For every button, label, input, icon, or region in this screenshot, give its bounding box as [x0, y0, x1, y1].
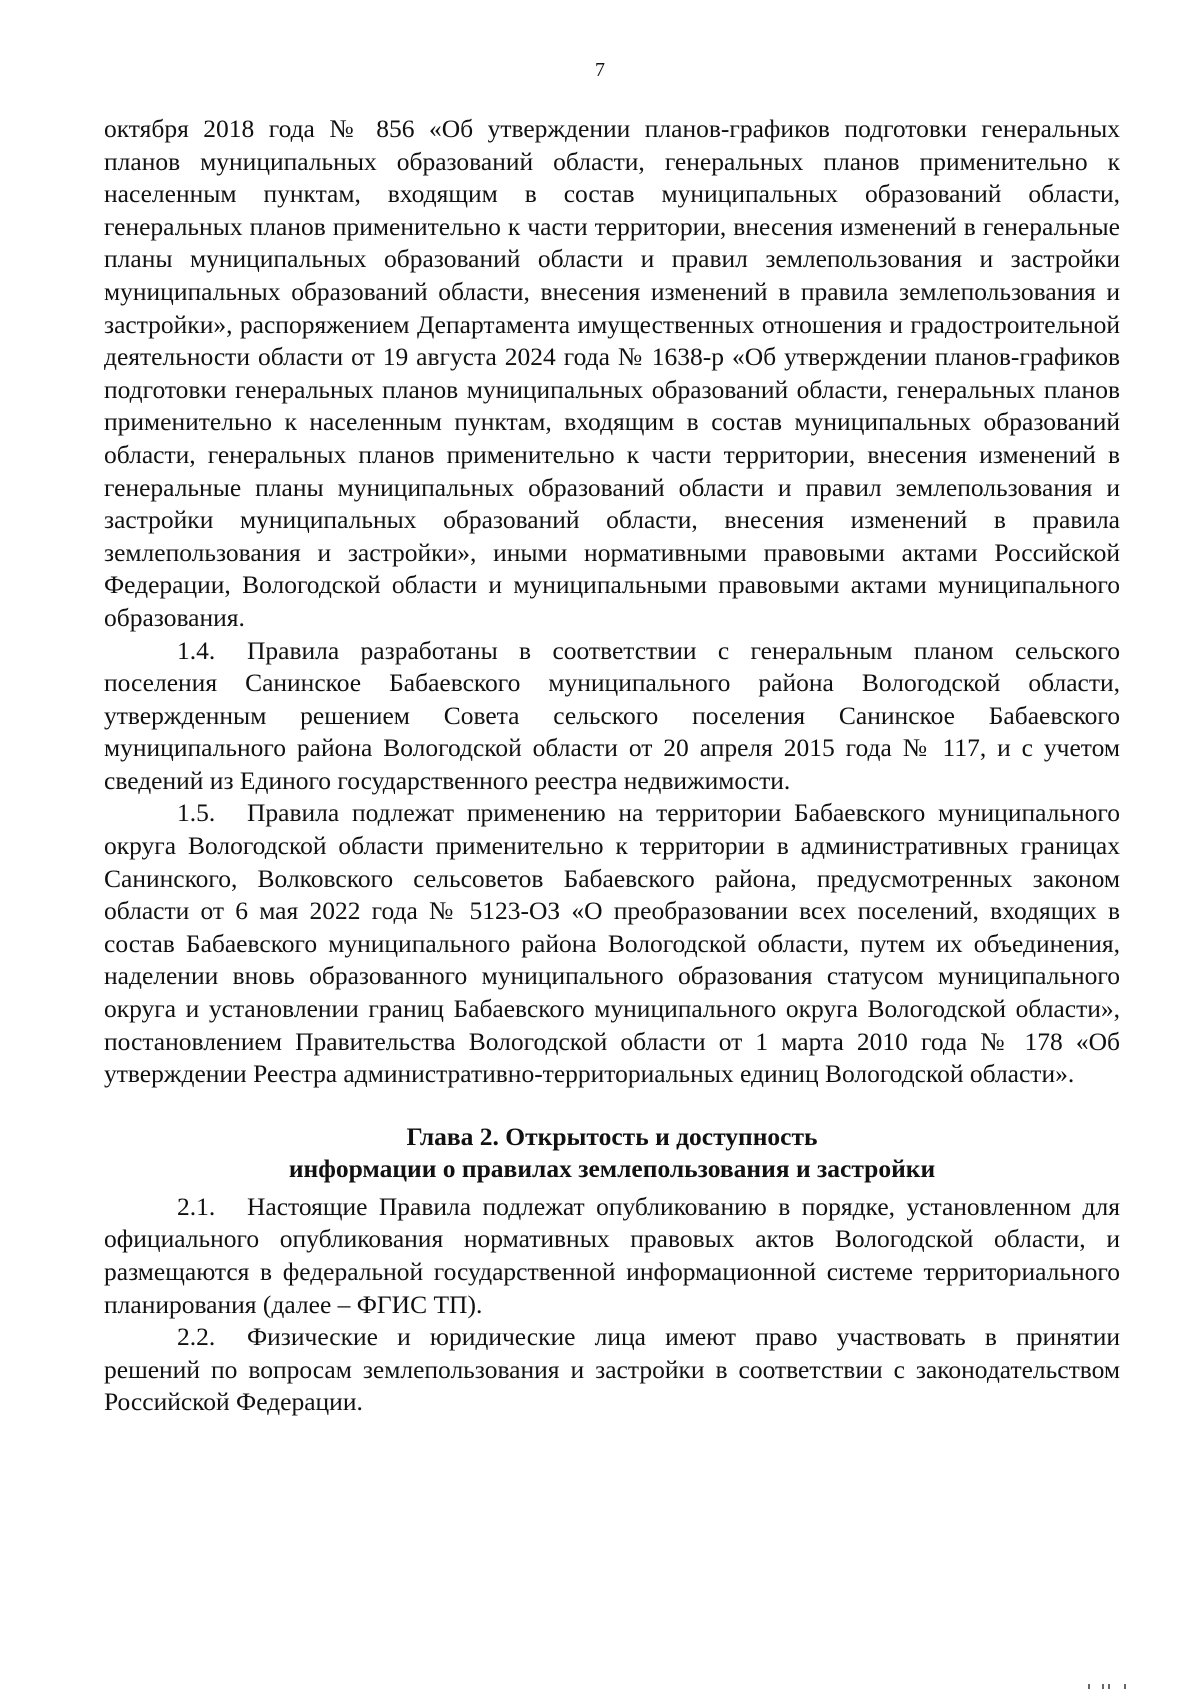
paragraph-number: 2.1.	[177, 1191, 216, 1221]
chapter-heading	[104, 1121, 1120, 1185]
paragraph-number: 2.2.	[177, 1322, 216, 1352]
paragraph-text: октября 2018 года № 856 «Об утверждении планов-графиков подготовки генеральных планов муниципальных образований области, генеральных планов применительно к населенным пунктам, входящим в состав муниципальных образований области, генеральных планов применительно к части территории, внесения изменений в генеральные планы муниципальных образований области и правил землепользования и застройки муниципальных образований области, внесения изменений в правила землепользования и застройки», распоряжением Департамента имущественных отношения и градостроительной деятельности области от 19 августа 2024 года № 1638-р «Об утверждении планов-графиков подготовки генеральных планов муниципальных образований области, генеральных планов применительно к населенным пунктам, входящим в состав муниципальных образований области, генеральных планов применительно к части территории, внесения изменений в генеральные планы муниципальных образований области и правил землепользования и застройки муниципальных образований области, внесения изменений в правила землепользования и застройки», иными нормативными правовыми актами Российской Федерации, Вологодской области и муниципальными правовыми актами муниципального образования.	[104, 114, 1120, 632]
paragraph-2-1	[104, 1191, 1120, 1321]
page-number: 7	[595, 59, 605, 81]
paragraph-text: Правила подлежат применению на территории Бабаевского муниципального округа Вологодской области применительно к территории в административных границах Санинского, Волковского сельсоветов Бабаевского района, предусмотренных законом области от 6 мая 2022 года № 5123-ОЗ «О преобразовании всех поселений, входящих в состав Бабаевского муниципального района Вологодской области, путем их объединения, наделении вновь образованного муниципального образования статусом муниципального округа и установлении границ Бабаевского муниципального округа Вологодской области», постановлением Правительства Вологодской области от 1 марта 2010 года № 178 «Об утверждении Реестра административно-территориальных единиц Вологодской области».	[104, 798, 1120, 1089]
scan-edge-mark	[1078, 1681, 1138, 1689]
document-body	[104, 113, 1120, 1419]
chapter-title-line-1: Глава 2. Открытость и доступность	[406, 1121, 818, 1151]
paragraph-text: Физические и юридические лица имеют право участвовать в принятии решений по вопросам землепользования и застройки в соответствии с законодательством Российской Федерации.	[104, 1322, 1120, 1417]
paragraph-continuation	[104, 113, 1120, 635]
paragraph-text: Настоящие Правила подлежат опубликованию в порядке, установленном для официального опубликования нормативных правовых актов Вологодской области, и размещаются в федеральной государственной информационной системе территориального планирования (далее – ФГИС ТП).	[104, 1191, 1120, 1319]
paragraph-2-2	[104, 1321, 1120, 1419]
paragraph-text: Правила разработаны в соответствии с генеральным планом сельского поселения Санинское Бабаевского муниципального района Вологодской области, утвержденным решением Совета сельского поселения Санинское Бабаевского муниципального района Вологодской области от 20 апреля 2015 года № 117, и с учетом сведений из Единого государственного реестра недвижимости.	[104, 635, 1120, 795]
paragraph-1-5	[104, 797, 1120, 1090]
paragraph-1-4	[104, 635, 1120, 798]
paragraph-number: 1.4.	[177, 635, 216, 665]
chapter-title-line-2: информации о правилах землепользования и застройки	[288, 1153, 936, 1183]
paragraph-number: 1.5.	[177, 798, 216, 828]
